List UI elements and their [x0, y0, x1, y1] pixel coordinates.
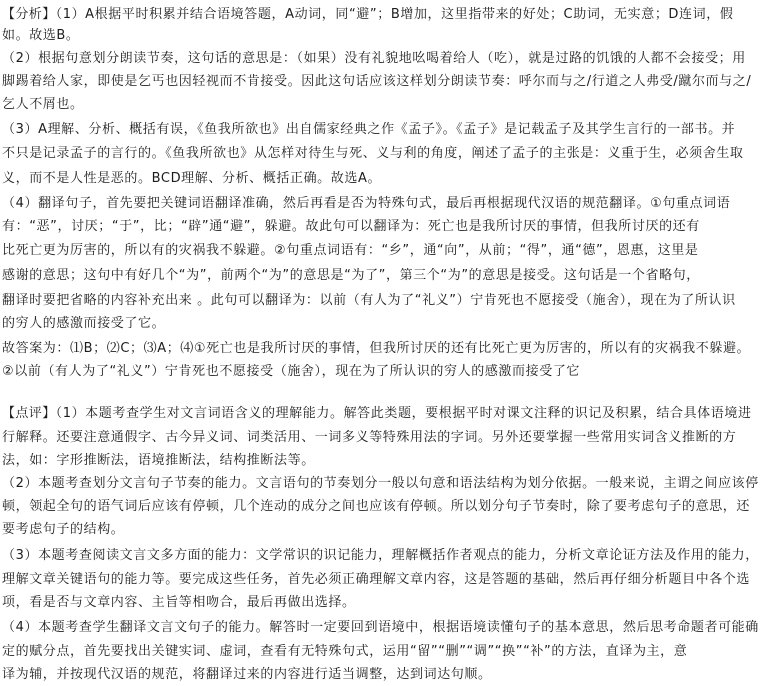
analysis-line-14: 的穷人的感激而接受了它。 — [2, 316, 166, 331]
analysis-label: 【分析】 — [2, 7, 56, 22]
comment-line-7: （3）本题考查阅读文言文多方面的能力：文学常识的识记能力，理解概括作者观点的能力，分析文章论证方法及作用的能力， — [2, 548, 759, 563]
comment-line-11: 定的赋分点，首先要找出关键实词、虚词，查看有无特殊句式，运用“留”“删”“调”“换”“补”的方法，直译为主，意 — [2, 644, 688, 659]
comment-line-4: （2）本题考查划分文言句子节奏的能力。文言语句的节奏划分一般以句意和语法结构为划分依据。一般来说，主谓之间应该停 — [2, 476, 759, 491]
analysis-line-9: （4）翻译句子，首先要把关键词语翻译准确，然后再看是否为特殊句式，最后再根据现代汉语的规范翻译。①句重点词语 — [2, 196, 731, 211]
comment-line-12: 译为辅，并按现代汉语的规范，将翻译过来的内容进行适当调整，达到词达句顺。 — [2, 667, 492, 682]
analysis-line-3: （2）根据句意划分朗读节奏，这句话的意思是：（如果）没有礼貌地吆喝着给人（吃），就是过路的饥饿的人都不会接受；用 — [2, 51, 746, 66]
answer-line-2: ②以前（有人为了“礼义”）宁肯死也不愿接受（施舍），现在为了所认识的穷人的感激而接受了它 — [2, 364, 581, 379]
comment-line-5: 顿，领起全句的语气词后应该有停顿，几个连动的成分之间也应该有停顿。所以划分句子节奏时，除了要考虑句子的意思，还 — [2, 499, 751, 514]
comment-line-1: 【点评】（1）本题考查学生对文言词语含义的理解能力。解答此类题，要根据平时对课文注释的识记及积累，结合具体语境进 — [2, 406, 752, 421]
comment-line-6: 要考虑句子的结构。 — [2, 522, 125, 537]
analysis-line-12: 感谢的意思；这句中有好几个“为”，前两个“为”的意思是“为了”，第三个“为”的意思是接受。这句话是一个省略句， — [2, 268, 700, 283]
comment-label: 【点评】 — [2, 406, 56, 421]
comment-line-3: 法，如：字形推断法，语境推断法，结构推断法等。 — [2, 453, 315, 468]
comment-line-10: （4）本题考查学生翻译文言文句子的能力。解答时一定要回到语境中，根据语境读懂句子的基本意思，然后思考命题者可能确 — [2, 620, 759, 635]
answer-line-1: 故答案为：⑴B；⑵C；⑶A；⑷①死亡也是我所讨厌的事情，但我所讨厌的还有比死亡更为厉害的，所以有的灾祸我不躲避。 — [2, 341, 751, 356]
comment-line-8: 理解文章关键语句的能力等。要完成这些任务，首先必须正确理解文章内容，这是答题的基础，然后再仔细分析题目中各个选 — [2, 572, 751, 587]
analysis-line-11: 比死亡更为厉害的，所以有的灾祸我不躲避。②句重点词语有：“乡”，通“向”，从前；“得”，通“德”，恩惠，这里是 — [2, 243, 699, 258]
analysis-line-5: 乞人不屑也。 — [2, 97, 84, 112]
analysis-line-2: 如。故选B。 — [2, 28, 80, 43]
analysis-line-8: 义，而不是人性是恶的。BCD理解、分析、概括正确。故选A。 — [2, 171, 382, 186]
analysis-line-10: 有：“恶”，讨厌；“于”，比；“辟”通“避”，躲避。故此句可以翻译为：死亡也是我所讨厌的事情，但我所讨厌的还有 — [2, 219, 700, 234]
comment-line-2: 行解释。还要注意通假字、古今异义词、词类活用、一词多义等特殊用法的字词。另外还要掌握一些常用实词含义推断的方 — [2, 430, 737, 445]
analysis-line-7: 不只是记录孟子的言行的。《鱼我所欲也》从怎样对待生与死、义与利的角度，阐述了孟子的主张是：义重于生，必须舍生取 — [2, 146, 744, 161]
analysis-line-1: 【分析】（1）A根据平时积累并结合语境答题，A动词，同“避”；B增加，这里指带来的好处；C助词，无实意；D连词，假 — [2, 7, 734, 22]
analysis-line-4: 脚踢着给人家，即使是乞丐也因轻视而不肯接受。因此这句话应该这样划分朗读节奏：呼尔而与之/行道之人弗受/蹴尔而与之/ — [2, 74, 752, 89]
comment-line-9: 项，看是否与文章内容、主旨等相吻合，最后再做出选择。 — [2, 595, 356, 610]
analysis-line-6: （3）A理解、分析、概括有误，《鱼我所欲也》出自儒家经典之作《孟子》。《孟子》是记载孟子及其学生言行的一部书。并 — [2, 122, 736, 137]
analysis-line-13: 翻译时要把省略的内容补充出来 。此句可以翻译为：以前（有人为了“礼义”）宁肯死也不愿接受（施舍），现在为了所认识 — [2, 293, 736, 308]
